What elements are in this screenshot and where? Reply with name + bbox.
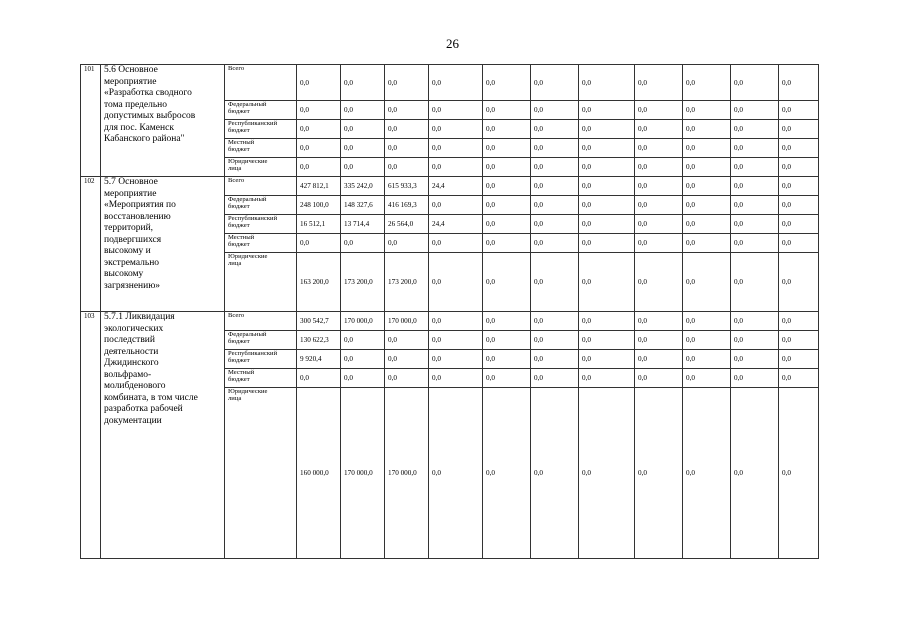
amount-cell: 0,0 (429, 312, 483, 331)
amount-cell: 0,0 (385, 120, 429, 139)
amount-cell: 0,0 (531, 158, 579, 177)
amount-cell: 0,0 (341, 65, 385, 101)
amount-cell: 0,0 (429, 139, 483, 158)
funding-source: Всего (225, 312, 297, 331)
amount-cell: 173 200,0 (385, 253, 429, 312)
amount-cell: 0,0 (531, 120, 579, 139)
amount-cell: 0,0 (779, 196, 819, 215)
amount-cell: 0,0 (683, 215, 731, 234)
amount-cell: 0,0 (531, 331, 579, 350)
amount-cell: 0,0 (731, 65, 779, 101)
amount-cell: 0,0 (683, 101, 731, 120)
amount-cell: 0,0 (779, 253, 819, 312)
funding-source: Всего (225, 65, 297, 101)
amount-cell: 0,0 (579, 101, 635, 120)
amount-cell: 0,0 (483, 312, 531, 331)
amount-cell: 0,0 (429, 196, 483, 215)
amount-cell: 0,0 (779, 65, 819, 101)
amount-cell: 0,0 (385, 65, 429, 101)
amount-cell: 0,0 (531, 312, 579, 331)
amount-cell: 0,0 (731, 369, 779, 388)
amount-cell: 0,0 (731, 120, 779, 139)
amount-cell: 0,0 (731, 158, 779, 177)
amount-cell: 0,0 (579, 196, 635, 215)
amount-cell: 0,0 (779, 234, 819, 253)
amount-cell: 0,0 (779, 158, 819, 177)
amount-cell: 0,0 (779, 369, 819, 388)
amount-cell: 0,0 (429, 234, 483, 253)
amount-cell: 0,0 (297, 65, 341, 101)
funding-source: Федеральный бюджет (225, 331, 297, 350)
amount-cell: 0,0 (579, 234, 635, 253)
amount-cell: 0,0 (731, 101, 779, 120)
amount-cell: 0,0 (341, 369, 385, 388)
amount-cell: 0,0 (731, 312, 779, 331)
amount-cell: 0,0 (683, 177, 731, 196)
amount-cell: 0,0 (635, 312, 683, 331)
amount-cell: 0,0 (683, 196, 731, 215)
amount-cell: 0,0 (635, 369, 683, 388)
amount-cell: 26 564,0 (385, 215, 429, 234)
amount-cell: 0,0 (635, 101, 683, 120)
amount-cell: 0,0 (483, 234, 531, 253)
amount-cell: 300 542,7 (297, 312, 341, 331)
amount-cell: 0,0 (341, 350, 385, 369)
amount-cell: 0,0 (297, 158, 341, 177)
amount-cell: 0,0 (297, 101, 341, 120)
funding-source: Местный бюджет (225, 139, 297, 158)
amount-cell: 0,0 (779, 388, 819, 559)
amount-cell: 0,0 (579, 369, 635, 388)
amount-cell: 0,0 (731, 388, 779, 559)
amount-cell: 0,0 (341, 158, 385, 177)
amount-cell: 0,0 (635, 65, 683, 101)
amount-cell: 0,0 (531, 139, 579, 158)
amount-cell: 0,0 (731, 234, 779, 253)
amount-cell: 0,0 (531, 196, 579, 215)
amount-cell: 0,0 (683, 65, 731, 101)
amount-cell: 0,0 (341, 331, 385, 350)
funding-source: Юридические лица (225, 388, 297, 559)
amount-cell: 0,0 (731, 350, 779, 369)
table-row (81, 312, 819, 331)
amount-cell: 0,0 (579, 331, 635, 350)
amount-cell: 0,0 (429, 331, 483, 350)
amount-cell: 0,0 (385, 139, 429, 158)
amount-cell: 0,0 (683, 369, 731, 388)
budget-table (80, 64, 819, 559)
activity-title: 5.6 Основное мероприятие «Разработка сводного тома предельно допустимых выбросов для пос. Каменск Кабанского района" (101, 65, 225, 177)
amount-cell: 0,0 (635, 158, 683, 177)
funding-source: Республиканский бюджет (225, 120, 297, 139)
amount-cell: 0,0 (297, 120, 341, 139)
amount-cell: 0,0 (531, 369, 579, 388)
amount-cell: 163 200,0 (297, 253, 341, 312)
row-number: 101 (81, 65, 101, 177)
amount-cell: 0,0 (635, 215, 683, 234)
amount-cell: 130 622,3 (297, 331, 341, 350)
amount-cell: 0,0 (779, 312, 819, 331)
amount-cell: 0,0 (579, 158, 635, 177)
amount-cell: 0,0 (731, 177, 779, 196)
activity-title: 5.7 Основное мероприятие «Мероприятия по восстановлению территорий, подвергшихся высокому и экстремально высокому загрязнению» (101, 177, 225, 312)
funding-source: Республиканский бюджет (225, 215, 297, 234)
amount-cell: 0,0 (483, 65, 531, 101)
amount-cell: 0,0 (341, 101, 385, 120)
page-number: 26 (446, 36, 459, 51)
funding-source: Федеральный бюджет (225, 101, 297, 120)
amount-cell: 0,0 (579, 139, 635, 158)
amount-cell: 0,0 (483, 350, 531, 369)
amount-cell: 0,0 (483, 253, 531, 312)
amount-cell: 0,0 (579, 312, 635, 331)
amount-cell: 9 920,4 (297, 350, 341, 369)
amount-cell: 0,0 (731, 331, 779, 350)
row-number: 102 (81, 177, 101, 312)
amount-cell: 0,0 (341, 120, 385, 139)
funding-source: Республиканский бюджет (225, 350, 297, 369)
amount-cell: 0,0 (483, 388, 531, 559)
amount-cell: 0,0 (385, 369, 429, 388)
amount-cell: 0,0 (531, 177, 579, 196)
amount-cell: 0,0 (483, 331, 531, 350)
amount-cell: 0,0 (635, 196, 683, 215)
amount-cell: 24,4 (429, 177, 483, 196)
amount-cell: 0,0 (531, 234, 579, 253)
amount-cell: 0,0 (531, 101, 579, 120)
amount-cell: 0,0 (531, 253, 579, 312)
amount-cell: 0,0 (483, 120, 531, 139)
amount-cell: 0,0 (731, 215, 779, 234)
amount-cell: 0,0 (429, 101, 483, 120)
amount-cell: 0,0 (779, 331, 819, 350)
amount-cell: 0,0 (683, 139, 731, 158)
amount-cell: 0,0 (779, 350, 819, 369)
amount-cell: 0,0 (635, 177, 683, 196)
amount-cell: 0,0 (483, 139, 531, 158)
amount-cell: 0,0 (531, 215, 579, 234)
amount-cell: 0,0 (635, 120, 683, 139)
amount-cell: 427 812,1 (297, 177, 341, 196)
amount-cell: 0,0 (429, 158, 483, 177)
amount-cell: 0,0 (531, 388, 579, 559)
funding-source: Юридические лица (225, 158, 297, 177)
amount-cell: 0,0 (385, 234, 429, 253)
funding-source: Местный бюджет (225, 369, 297, 388)
amount-cell: 0,0 (385, 101, 429, 120)
amount-cell: 0,0 (635, 234, 683, 253)
amount-cell: 148 327,6 (341, 196, 385, 215)
amount-cell: 0,0 (683, 388, 731, 559)
amount-cell: 0,0 (635, 331, 683, 350)
amount-cell: 0,0 (429, 369, 483, 388)
amount-cell: 0,0 (683, 158, 731, 177)
amount-cell: 0,0 (483, 215, 531, 234)
amount-cell: 0,0 (341, 234, 385, 253)
amount-cell: 0,0 (779, 139, 819, 158)
amount-cell: 0,0 (779, 215, 819, 234)
amount-cell: 16 512,1 (297, 215, 341, 234)
amount-cell: 0,0 (579, 65, 635, 101)
funding-source: Федеральный бюджет (225, 196, 297, 215)
amount-cell: 0,0 (579, 177, 635, 196)
amount-cell: 13 714,4 (341, 215, 385, 234)
amount-cell: 0,0 (385, 331, 429, 350)
amount-cell: 0,0 (779, 101, 819, 120)
amount-cell: 0,0 (579, 388, 635, 559)
amount-cell: 0,0 (483, 177, 531, 196)
amount-cell: 416 169,3 (385, 196, 429, 215)
amount-cell: 0,0 (579, 215, 635, 234)
amount-cell: 0,0 (683, 331, 731, 350)
funding-source: Местный бюджет (225, 234, 297, 253)
amount-cell: 0,0 (779, 120, 819, 139)
amount-cell: 0,0 (297, 234, 341, 253)
amount-cell: 0,0 (297, 369, 341, 388)
amount-cell: 248 100,0 (297, 196, 341, 215)
amount-cell: 0,0 (483, 369, 531, 388)
amount-cell: 0,0 (429, 120, 483, 139)
amount-cell: 0,0 (429, 350, 483, 369)
amount-cell: 0,0 (483, 196, 531, 215)
activity-title: 5.7.1 Ликвидация экологических последствий деятельности Джидинского вольфрамо- молибденового комбината, в том числе разработка рабочей документации (101, 312, 225, 559)
amount-cell: 0,0 (429, 388, 483, 559)
amount-cell: 170 000,0 (385, 388, 429, 559)
amount-cell: 0,0 (635, 139, 683, 158)
amount-cell: 335 242,0 (341, 177, 385, 196)
row-number: 103 (81, 312, 101, 559)
amount-cell: 0,0 (731, 196, 779, 215)
amount-cell: 0,0 (429, 253, 483, 312)
amount-cell: 0,0 (635, 350, 683, 369)
funding-source: Юридические лица (225, 253, 297, 312)
amount-cell: 0,0 (531, 350, 579, 369)
amount-cell: 0,0 (683, 350, 731, 369)
amount-cell: 0,0 (579, 253, 635, 312)
amount-cell: 0,0 (683, 312, 731, 331)
amount-cell: 173 200,0 (341, 253, 385, 312)
amount-cell: 0,0 (429, 65, 483, 101)
amount-cell: 0,0 (683, 253, 731, 312)
amount-cell: 0,0 (579, 350, 635, 369)
amount-cell: 0,0 (483, 158, 531, 177)
amount-cell: 0,0 (341, 139, 385, 158)
amount-cell: 24,4 (429, 215, 483, 234)
table-row (81, 177, 819, 196)
amount-cell: 0,0 (385, 350, 429, 369)
amount-cell: 0,0 (635, 388, 683, 559)
amount-cell: 0,0 (779, 177, 819, 196)
table-row (81, 65, 819, 101)
amount-cell: 615 933,3 (385, 177, 429, 196)
amount-cell: 170 000,0 (341, 312, 385, 331)
amount-cell: 0,0 (531, 65, 579, 101)
amount-cell: 0,0 (483, 101, 531, 120)
amount-cell: 170 000,0 (385, 312, 429, 331)
amount-cell: 0,0 (731, 253, 779, 312)
amount-cell: 0,0 (635, 253, 683, 312)
amount-cell: 0,0 (579, 120, 635, 139)
amount-cell: 160 000,0 (297, 388, 341, 559)
funding-source: Всего (225, 177, 297, 196)
amount-cell: 0,0 (731, 139, 779, 158)
amount-cell: 0,0 (683, 120, 731, 139)
amount-cell: 0,0 (683, 234, 731, 253)
amount-cell: 170 000,0 (341, 388, 385, 559)
amount-cell: 0,0 (385, 158, 429, 177)
amount-cell: 0,0 (297, 139, 341, 158)
